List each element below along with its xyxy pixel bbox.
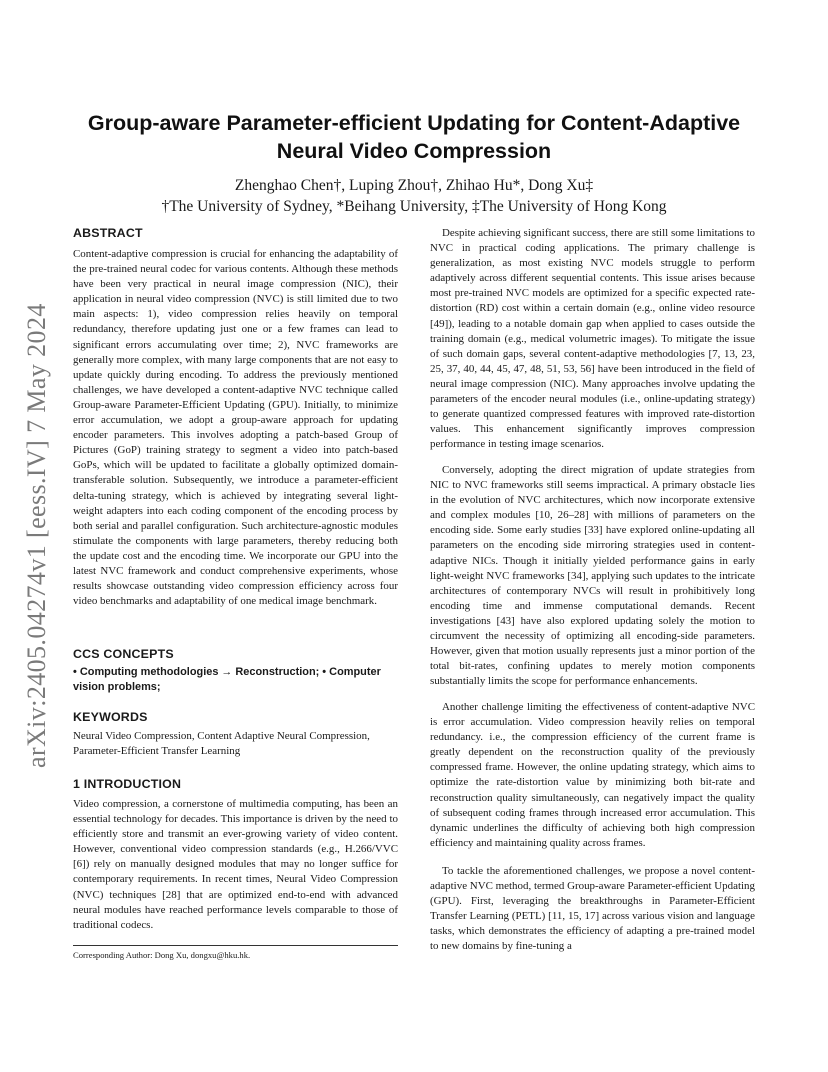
arxiv-id-text: arXiv:2405.04274v1 [eess.IV] 7 May 2024 <box>22 303 51 768</box>
keywords-heading: KEYWORDS <box>73 710 148 724</box>
right-paragraph-4: To tackle the aforementioned challenges, we propose a novel content-adaptive NVC method, termed Group-aware Parameter-efficient Updating (GPU). First, leveraging the breakthroughs in Parameter-Efficient Transfer Learning (PETL) [11, 15, 17] across various vision and language tasks, which demonstrates the efficiency of adapting a pre-trained model to new domains by fine-tuning a <box>430 865 755 953</box>
abstract-heading: ABSTRACT <box>73 226 143 240</box>
ccs-heading: CCS CONCEPTS <box>73 647 174 661</box>
affiliations: †The University of Sydney, *Beihang University, ‡The University of Hong Kong <box>161 198 667 215</box>
right-paragraph-3: Another challenge limiting the effectiveness of content-adaptive NVC is error accumulation. Video compression heavily relies on temporal redundancy. i.e., the compression efficiency of the current frame is greatly dependent on the reconstruction quality of the previously compressed frame. However, the online updating strategy, which aims to optimize the rate-distortion value by minimizing both bit-rate and reconstruction quality simultaneously, can negatively impact the quality of subsequent coding frames through increased error accumulation. This dynamic underlines the difficulty of achieving both high compression efficiency and maintaining quality across frames. <box>430 701 755 849</box>
right-paragraph-2: Conversely, adopting the direct migration of update strategies from NIC to NVC frameworks still seems impractical. A primary obstacle lies in the evolution of NVC architectures, which now incorporate extensive and complex modules [10, 26–28] with millions of parameters on the encoding side. Some early studies [33] have explored online-updating all parameters on the encoding side mirroring strategies used in content-adaptive NICs. Though it initially yielded performance gains in early light-weight NVC frameworks [34], applying such updates to the intricate architectures of contemporary NVCs will result in prohibitively long encoding time and immense computational demands. Recent investigations [43] have also explored updating solely the motion to circumvent the necessity of optimizing all encoding-side parameters. However, given that motion usually represents just a minor portion of the total bit-rates, confining updates to merely motion components substantially limits the scope for performance enhancements. <box>430 464 755 688</box>
introduction-paragraph-1: Video compression, a cornerstone of multimedia computing, has been an essential technology for decades. This importance is driven by the need to efficiently store and transmit an ever-growing variety of video content. However, conventional video compression standards (e.g., H.266/VVC [6]) rely on manually designed modules that may no longer suffice for contemporary requirements. In recent times, Neural Video Compression (NVC) techniques [28] that are optimized end-to-end with advanced neural modules have reached performance levels comparable to those of traditional codecs. <box>73 798 398 931</box>
paper-title: Group-aware Parameter-efficient Updating for Content-Adaptive Neural Video Compression <box>87 111 741 163</box>
abstract-text: Content-adaptive compression is crucial for enhancing the adaptability of the pre-trained neural codec for various contents. Although these methods have been very practical in neural image compression (NIC), their application in neural video compression (NVC) is still limited due to two main aspects: 1), video compression relies heavily on temporal redundancy, therefore updating just one or a few frames can lead to significant errors accumulating over time; 2), NVC frameworks are generally more complex, with many large components that are not easy to update quickly during encoding. To address the previously mentioned challenges, we have developed a content-adaptive NVC technique called Group-aware Parameter-Efficient Updating (GPU). Initially, to minimize error accumulation, we adopt a group-aware approach for updating encoder parameters. This involves adopting a patch-based Group of Pictures (GoP) training strategy to segment a video into patch-based GoPs, which will be updated to facilitate a globally optimized domain-transferable solution. Subsequently, we introduce a parameter-efficient delta-tuning strategy, which is achieved by integrating several light-weight adapters into each coding component of the encoding process by both serial and parallel configuration. Such architecture-agnostic modules stimulate the components with large parameters, thereby reducing both the update cost and the encoding time. We incorporate our GPU into the latest NVC framework and conduct comprehensive experiments, whose results showcase outstanding video compression efficiency across four video benchmarks and adaptability of one medical image benchmark. <box>73 248 398 608</box>
footnote: Corresponding Author: Dong Xu, dongxu@hku.hk. <box>73 950 251 960</box>
author-list: Zhenghao Chen†, Luping Zhou†, Zhihao Hu*, Dong Xu‡ <box>234 177 594 194</box>
introduction-heading: 1 INTRODUCTION <box>73 777 182 791</box>
keywords-text: Neural Video Compression, Content Adaptive Neural Compression, Parameter-Efficient Transfer Learning <box>73 730 370 758</box>
ccs-text: • Computing methodologies → Reconstruction; • Computer vision problems; <box>73 666 381 694</box>
right-paragraph-1: Despite achieving significant success, there are still some limitations to NVC in practical coding applications. The primary challenge is generalization, as most existing NVC models struggle to perform adaptively across different sequential contents. This issue arises because most pre-trained NVC models are optimized for a specific expected rate-distortion (RD) cost within a certain domain (e.g., online video resource [49]), leading to a notable domain gap when applied to cases outside the training domain (e.g., medical volumetric images). To mitigate the issue of such domain gaps, several content-adaptive methodologies [7, 13, 23, 25, 37, 40, 44, 45, 47, 48, 51, 53, 56] have been introduced in the field of neural image compression (NIC). Many approaches involve updating the parameters of the encoder neural modules (i.e., online-updating strategy) to generate quantized compressed features with improved rate-distortion values. This enhancement significantly improves compression performance in testing image scenarios. <box>430 227 755 451</box>
footnote-rule <box>73 945 398 946</box>
